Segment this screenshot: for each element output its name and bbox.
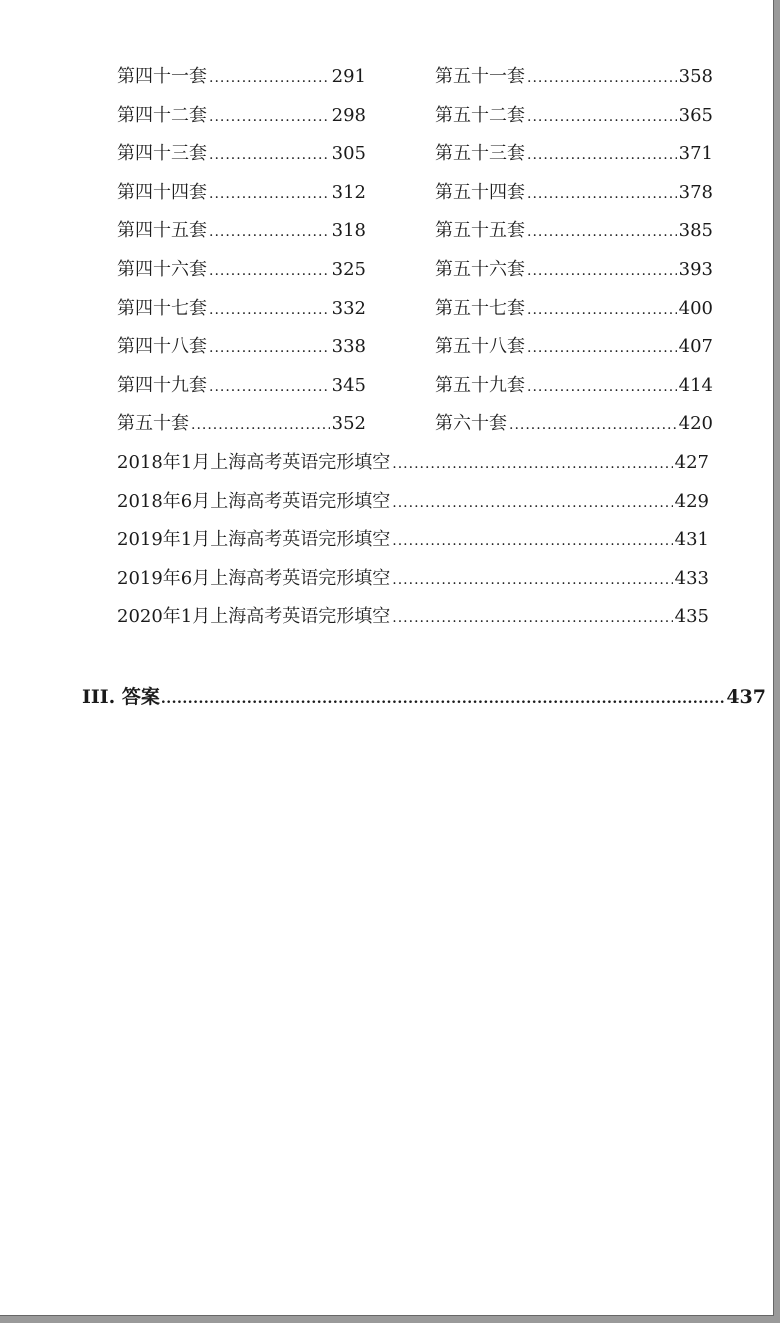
dot-leader <box>527 98 677 137</box>
toc-entry[interactable]: 第五十四套 ..... 378 <box>435 174 713 213</box>
toc-entry[interactable]: 第五十七套 ..... 400 <box>435 290 713 329</box>
toc-entry[interactable]: 第五十九套 ..... 414 <box>435 367 713 406</box>
toc-left-column <box>117 58 366 444</box>
toc-entry[interactable]: 第四十三套 ..... 305 <box>117 135 366 174</box>
toc-entry[interactable]: 第五十八套 ..... 407 <box>435 328 713 367</box>
dot-leader <box>392 599 672 638</box>
toc-entry[interactable]: 第五十二套 ..... 365 <box>435 97 713 136</box>
toc-entry[interactable]: 第四十五套 ..... 318 <box>117 212 366 251</box>
toc-entry[interactable]: 第四十八套 ..... 338 <box>117 328 366 367</box>
dot-leader <box>509 406 677 445</box>
dot-leader <box>161 680 725 718</box>
dot-leader <box>527 213 677 252</box>
answers-label: III. 答案 <box>82 686 160 708</box>
dot-leader <box>209 59 330 98</box>
toc-answers-entry[interactable] <box>82 678 766 718</box>
toc-entry[interactable]: 第五十六套 ..... 393 <box>435 251 713 290</box>
dot-leader <box>191 406 330 445</box>
dot-leader <box>392 561 672 600</box>
dot-leader <box>392 445 672 484</box>
toc-exam-entry[interactable]: 2020年1月上海高考英语完形填空 ..... 435 <box>117 598 709 637</box>
toc-exam-entry[interactable]: 2018年1月上海高考英语完形填空 ..... 427 <box>117 444 709 483</box>
dot-leader <box>527 175 677 214</box>
toc-entry[interactable]: 第四十一套 ..... 291 <box>117 58 366 97</box>
toc-exam-entry[interactable]: 2018年6月上海高考英语完形填空 ..... 429 <box>117 483 709 522</box>
dot-leader <box>527 368 677 407</box>
dot-leader <box>209 98 330 137</box>
toc-entry[interactable]: 第四十二套 ..... 298 <box>117 97 366 136</box>
dot-leader <box>527 252 677 291</box>
dot-leader <box>527 329 677 368</box>
dot-leader <box>209 175 330 214</box>
toc-entry[interactable]: 第四十九套 ..... 345 <box>117 367 366 406</box>
toc-entry[interactable]: 第四十七套 ..... 332 <box>117 290 366 329</box>
dot-leader <box>527 136 677 175</box>
toc-entry[interactable]: 第四十六套 ..... 325 <box>117 251 366 290</box>
toc-right-column <box>435 58 713 444</box>
dot-leader <box>209 213 330 252</box>
toc-entry[interactable]: 第五十三套 ..... 371 <box>435 135 713 174</box>
dot-leader <box>209 252 330 291</box>
toc-entry[interactable]: 第五十一套 ..... 358 <box>435 58 713 97</box>
toc-entry[interactable]: 第四十四套 ..... 312 <box>117 174 366 213</box>
dot-leader <box>527 291 677 330</box>
toc-entry[interactable]: 第六十套 ..... 420 <box>435 405 713 444</box>
toc-entry[interactable]: 第五十套 ..... 352 <box>117 405 366 444</box>
toc-exam-list <box>117 444 709 637</box>
dot-leader <box>392 522 672 561</box>
dot-leader <box>209 291 330 330</box>
toc-exam-entry[interactable]: 2019年6月上海高考英语完形填空 ..... 433 <box>117 560 709 599</box>
dot-leader <box>392 484 672 523</box>
dot-leader <box>209 329 330 368</box>
dot-leader <box>527 59 677 98</box>
toc-exam-entry[interactable]: 2019年1月上海高考英语完形填空 ..... 431 <box>117 521 709 560</box>
dot-leader <box>209 136 330 175</box>
toc-entry[interactable]: 第五十五套 ..... 385 <box>435 212 713 251</box>
dot-leader <box>209 368 330 407</box>
answers-page: 437 <box>726 686 766 708</box>
